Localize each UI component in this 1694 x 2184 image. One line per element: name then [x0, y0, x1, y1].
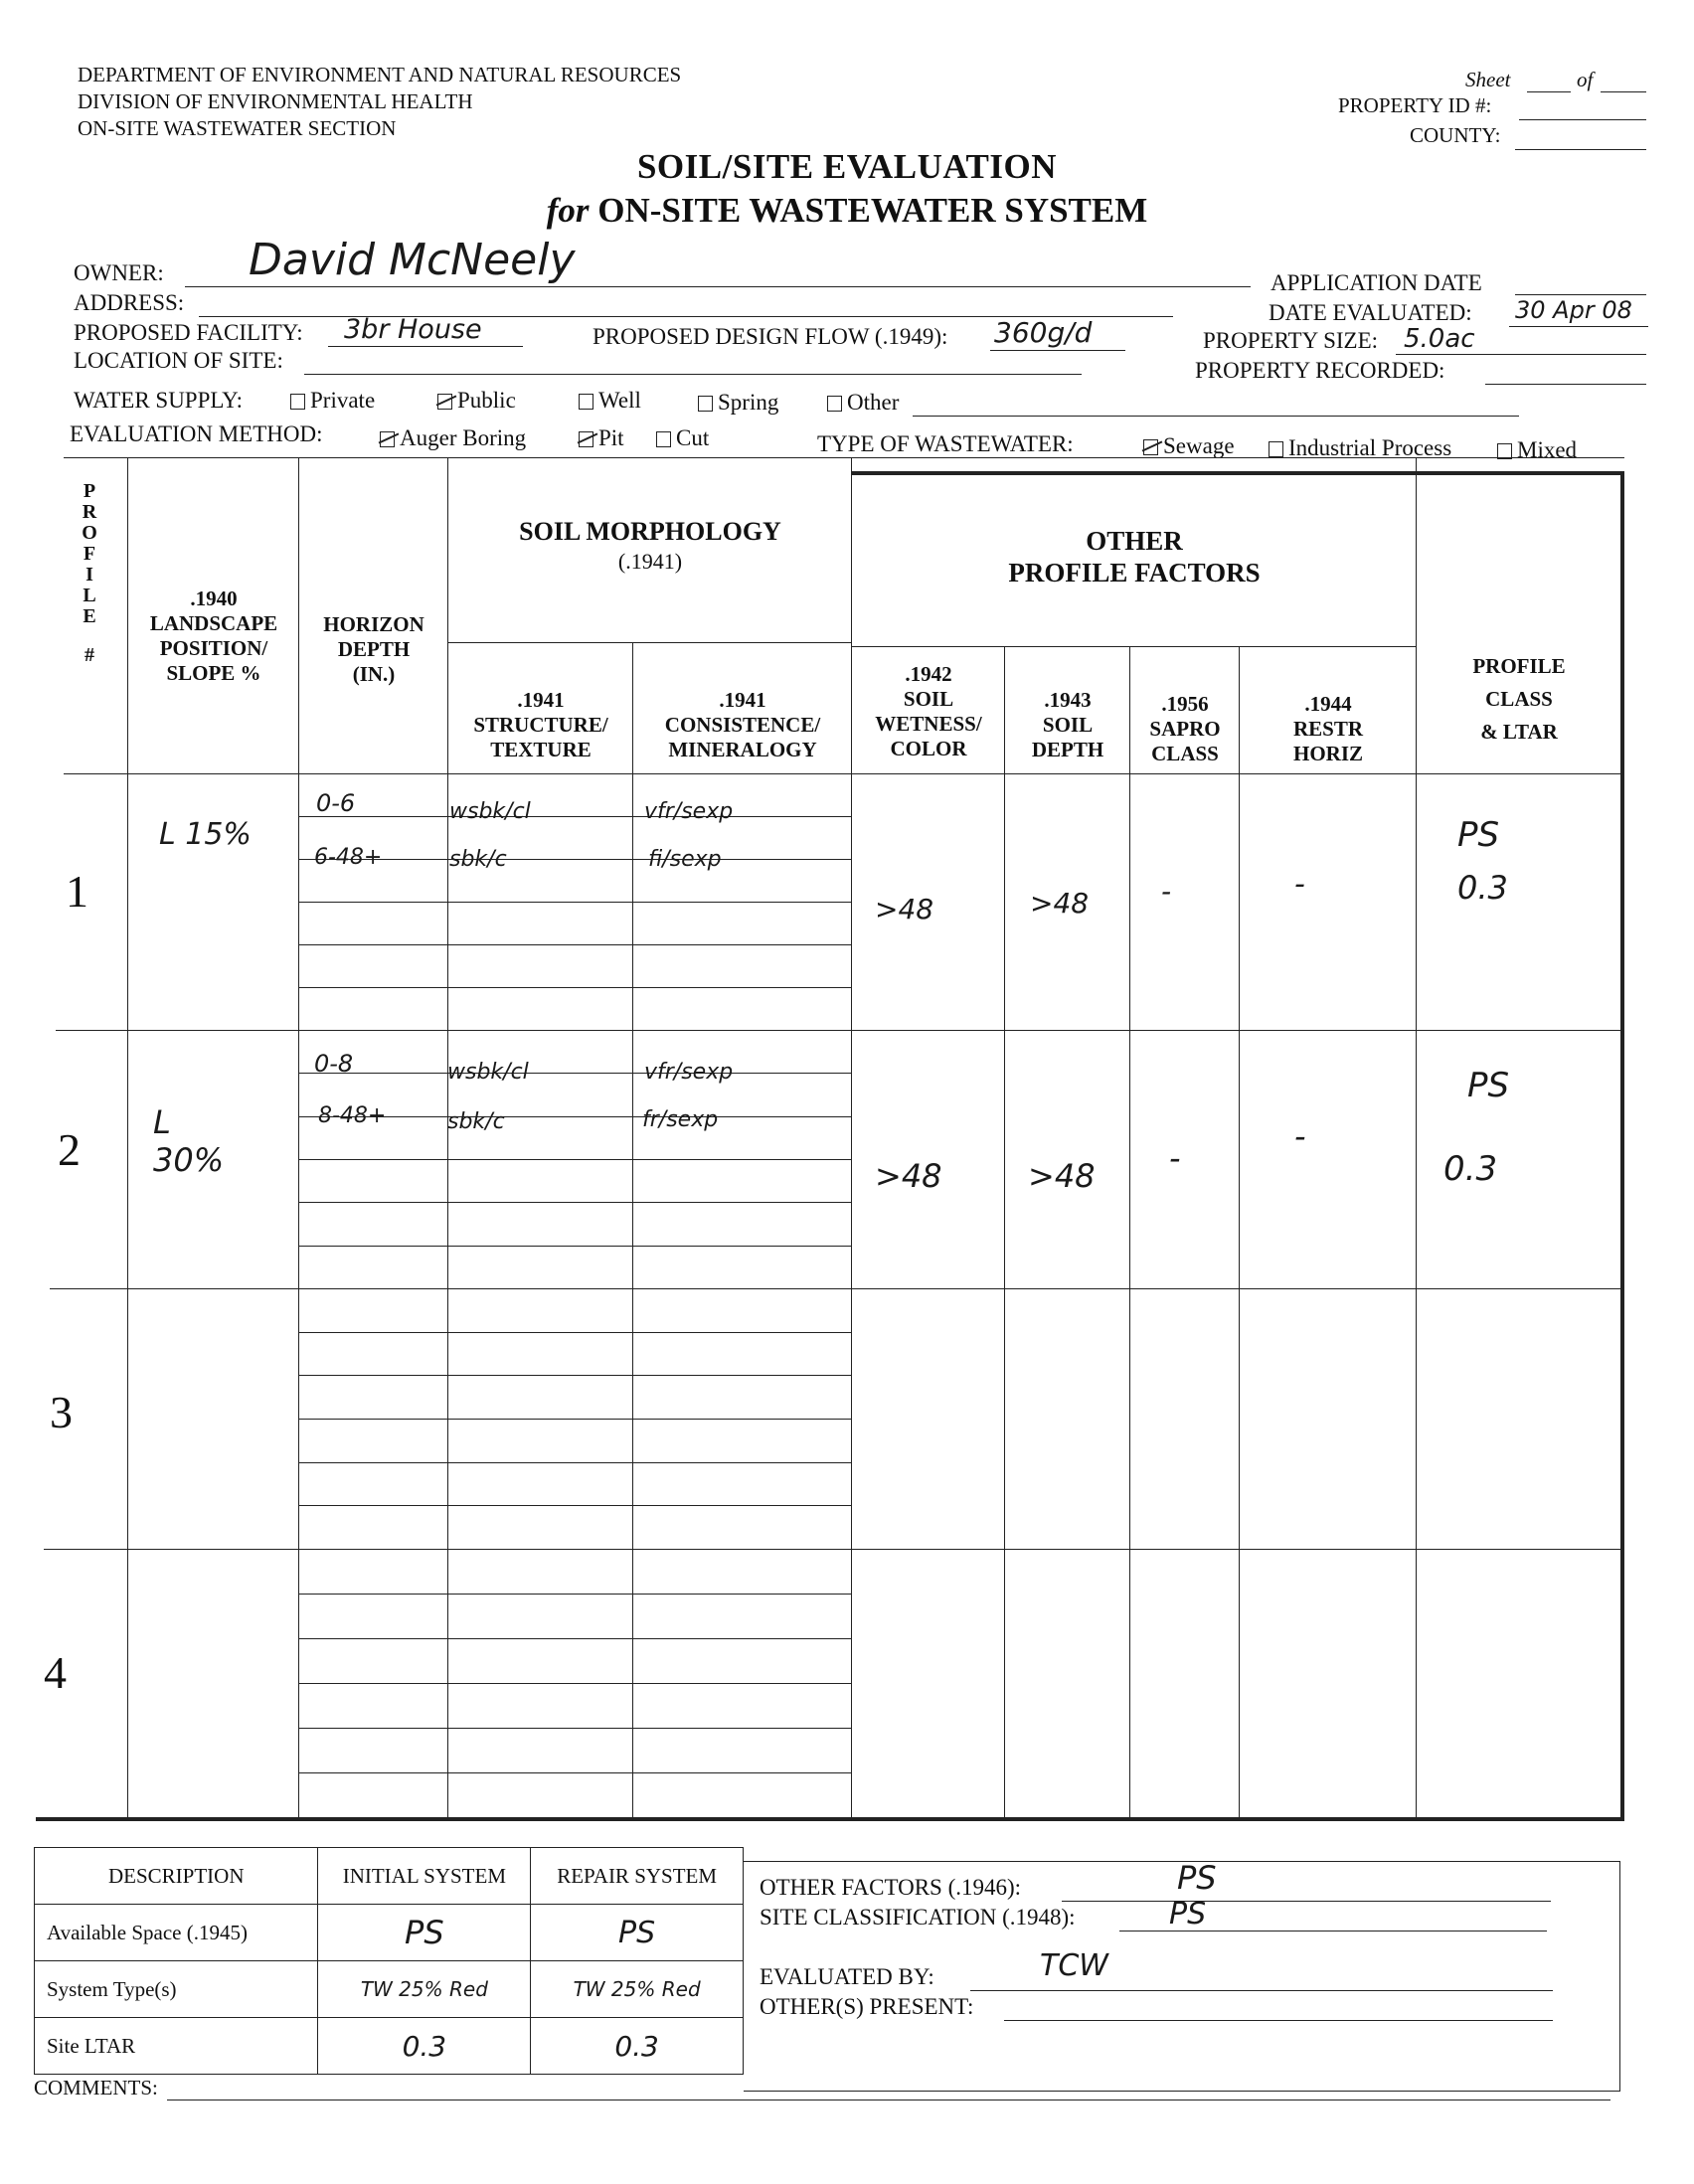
- profile-vertical-letter: R: [82, 501, 97, 523]
- water-spring-option[interactable]: Spring: [698, 390, 778, 416]
- design-flow-field[interactable]: [990, 350, 1125, 351]
- property-id-field[interactable]: [1519, 119, 1646, 120]
- profile-class-header: PROFILE CLASS & LTAR: [1472, 654, 1566, 744]
- horizon-line: [298, 1462, 851, 1463]
- water-well-option[interactable]: Well: [579, 388, 641, 414]
- location-field[interactable]: [304, 374, 1082, 375]
- checkbox-checked-icon[interactable]: [1143, 439, 1158, 455]
- table-top-thick: [851, 471, 1624, 475]
- property-size-label: PROPERTY SIZE:: [1203, 328, 1379, 353]
- restr-value: -: [1294, 1117, 1306, 1155]
- sheet-label: Sheet: [1465, 68, 1511, 91]
- col-line: [1239, 646, 1240, 1819]
- profile-vertical-letter: P: [83, 480, 96, 502]
- profile-vertical-letter: I: [85, 564, 93, 586]
- evaluation-method-label: EVALUATION METHOD:: [70, 421, 323, 446]
- soil-morphology-header: SOIL MORPHOLOGY (.1941): [519, 517, 781, 574]
- property-recorded-label: PROPERTY RECORDED:: [1195, 358, 1445, 383]
- horizon-line: [298, 902, 851, 903]
- location-label: LOCATION OF SITE:: [74, 348, 283, 373]
- ww-sewage-option[interactable]: Sewage: [1143, 433, 1235, 459]
- checkbox-icon[interactable]: [827, 396, 842, 412]
- water-private-option[interactable]: Private: [290, 388, 375, 414]
- horizon-line: [298, 1505, 851, 1506]
- horizon-depth-value: 6-48+: [314, 845, 383, 870]
- of-field[interactable]: [1601, 91, 1646, 92]
- site-classification-label: SITE CLASSIFICATION (.1948):: [760, 1905, 1076, 1930]
- horizon-line: [298, 1419, 851, 1420]
- water-supply-label: WATER SUPPLY:: [74, 388, 244, 413]
- checkbox-icon[interactable]: [698, 396, 713, 412]
- horizon-line: [298, 1772, 851, 1773]
- header-sub-line: [447, 642, 851, 643]
- consistence-value: vfr/sexp: [644, 799, 734, 824]
- col-line: [298, 457, 299, 1819]
- profile-row-number: 3: [50, 1387, 73, 1437]
- profile-row-number: 4: [44, 1647, 67, 1698]
- water-public-option[interactable]: Public: [437, 388, 516, 414]
- water-other-field[interactable]: [913, 416, 1519, 417]
- table-bottom-border: [36, 1817, 1624, 1821]
- horizon-line: [298, 1375, 851, 1376]
- horizon-line: [298, 1332, 851, 1333]
- date-evaluated-value: 30 Apr 08: [1515, 296, 1632, 324]
- subtitle-rest: ON-SITE WASTEWATER SYSTEM: [597, 191, 1148, 230]
- property-size-field[interactable]: [1396, 354, 1646, 355]
- checkbox-icon[interactable]: [290, 394, 305, 410]
- col-line: [127, 457, 128, 1819]
- restr-header: .1944 RESTR HORIZ: [1292, 692, 1364, 765]
- col-line: [632, 642, 633, 1819]
- others-present-field[interactable]: [1004, 2020, 1553, 2021]
- checkbox-icon[interactable]: [579, 394, 593, 410]
- col-line: [447, 457, 448, 1819]
- horizon-depth-value: 0-8: [314, 1050, 354, 1078]
- agency-line: DIVISION OF ENVIRONMENTAL HEALTH: [78, 89, 473, 113]
- form-title: SOIL/SITE EVALUATION: [636, 147, 1058, 186]
- wetness-value: >48: [875, 893, 934, 925]
- ww-mixed-option[interactable]: Mixed: [1497, 437, 1577, 463]
- col-line: [851, 457, 852, 1819]
- horizon-line: [298, 1073, 851, 1074]
- horizon-line: [298, 987, 851, 988]
- form-subtitle: [0, 191, 1694, 231]
- horizon-depth-value: 8-48+: [318, 1103, 387, 1128]
- horizon-line: [298, 1246, 851, 1247]
- horizon-line: [298, 1683, 851, 1684]
- consistence-value: fr/sexp: [642, 1107, 719, 1132]
- profile-ltar-value: 0.3: [1443, 1149, 1498, 1189]
- others-present-label: OTHER(S) PRESENT:: [760, 1994, 974, 2019]
- date-evaluated-label: DATE EVALUATED:: [1269, 300, 1472, 325]
- wetness-header: .1942 SOIL WETNESS/ COLOR: [875, 662, 982, 760]
- horizon-line: [298, 816, 851, 817]
- header-sub-line: [851, 646, 1416, 647]
- horizon-line: [298, 1202, 851, 1203]
- comments-label: COMMENTS:: [34, 2076, 158, 2100]
- eval-pit-option[interactable]: Pit: [579, 425, 624, 451]
- checkbox-checked-icon[interactable]: [380, 431, 395, 447]
- design-flow-label: PROPOSED DESIGN FLOW (.1949):: [593, 324, 948, 349]
- row-separator: [50, 1288, 1624, 1289]
- profile-vertical-text: [76, 481, 103, 666]
- summary-initial-value[interactable]: PS: [318, 1905, 531, 1961]
- profile-vertical-header: [76, 481, 103, 666]
- structure-value: sbk/c: [449, 847, 507, 872]
- sheet-field[interactable]: [1527, 91, 1571, 92]
- profile-vertical-letter: L: [83, 585, 96, 606]
- checkbox-checked-icon[interactable]: [579, 431, 593, 447]
- summary-repair-value[interactable]: PS: [531, 1905, 744, 1961]
- soil-depth-value: >48: [1028, 1157, 1096, 1195]
- property-size-value: 5.0ac: [1404, 324, 1475, 354]
- summary-repair-value[interactable]: 0.3: [531, 2018, 744, 2075]
- landscape-value: L 30%: [153, 1103, 225, 1179]
- water-other-option[interactable]: Other: [827, 390, 899, 416]
- restr-value: -: [1294, 867, 1305, 902]
- eval-auger-option[interactable]: Auger Boring: [380, 425, 526, 451]
- summary-table: [34, 1847, 744, 2075]
- soil-depth-header: .1943 SOIL DEPTH: [1031, 688, 1104, 761]
- consistence-value: vfr/sexp: [644, 1060, 734, 1085]
- horizon-line: [298, 1638, 851, 1639]
- summary-initial-value[interactable]: 0.3: [318, 2018, 531, 2075]
- checkbox-icon[interactable]: [656, 431, 671, 447]
- proposed-facility-field[interactable]: [328, 346, 523, 347]
- evaluated-by-value: TCW: [1040, 1948, 1108, 1983]
- landscape-header: .1940 LANDSCAPE POSITION/ SLOPE %: [149, 587, 278, 685]
- horizon-header: HORIZON DEPTH (IN.): [323, 612, 424, 686]
- table-row: [35, 2018, 744, 2075]
- col-line: [1416, 457, 1417, 1819]
- address-label: ADDRESS:: [74, 290, 185, 315]
- ww-industrial-option[interactable]: Industrial Process: [1269, 435, 1451, 461]
- soil-depth-value: >48: [1030, 887, 1090, 920]
- profile-vertical-letter: O: [82, 522, 97, 544]
- repair-system-header: REPAIR SYSTEM: [531, 1848, 744, 1905]
- owner-field[interactable]: [185, 286, 1251, 287]
- agency-line: ON-SITE WASTEWATER SECTION: [78, 116, 397, 140]
- profile-class-value: PS: [1467, 1066, 1510, 1105]
- wastewater-label: TYPE OF WASTEWATER:: [817, 431, 1074, 456]
- evaluated-by-label: EVALUATED BY:: [760, 1964, 934, 1989]
- consistence-value: fi/sexp: [648, 847, 722, 872]
- checkbox-icon[interactable]: [1269, 441, 1283, 457]
- owner-label: OWNER:: [74, 260, 164, 285]
- profile-ltar-value: 0.3: [1457, 869, 1508, 907]
- proposed-facility-label: PROPOSED FACILITY:: [74, 320, 303, 345]
- of-label: of: [1577, 68, 1594, 91]
- structure-value: wsbk/cl: [449, 799, 531, 824]
- row-separator: [44, 1549, 1624, 1550]
- sapro-value: -: [1169, 1139, 1181, 1177]
- property-id-label: PROPERTY ID #:: [1338, 93, 1492, 117]
- other-factors-header: OTHER PROFILE FACTORS: [1008, 526, 1261, 588]
- table-row: [35, 1961, 744, 2018]
- profile-row-number: 1: [66, 866, 88, 917]
- summary-row-label: Site LTAR: [35, 2018, 318, 2075]
- row-separator: [56, 1030, 1624, 1031]
- profile-vertical-letter: E: [83, 605, 96, 627]
- sapro-value: -: [1161, 875, 1172, 908]
- wetness-value: >48: [875, 1157, 942, 1195]
- landscape-value: L 15%: [159, 817, 252, 852]
- application-date-label: APPLICATION DATE: [1270, 270, 1482, 295]
- sapro-header: .1956 SAPRO CLASS: [1149, 692, 1221, 765]
- initial-system-header: INITIAL SYSTEM: [318, 1848, 531, 1905]
- property-recorded-field[interactable]: [1485, 384, 1646, 385]
- other-factors-field[interactable]: [1062, 1901, 1551, 1902]
- checkbox-checked-icon[interactable]: [437, 394, 452, 410]
- horizon-line: [298, 944, 851, 945]
- design-flow-value: 360g/d: [994, 316, 1093, 349]
- agency-block: [78, 62, 681, 142]
- structure-value: wsbk/cl: [447, 1060, 529, 1085]
- county-label: COUNTY:: [1410, 123, 1501, 147]
- col-line: [1129, 646, 1130, 1819]
- table-right-border: [1620, 471, 1624, 1821]
- summary-row-label: System Type(s): [35, 1961, 318, 2018]
- profile-vertical-letter: #: [85, 644, 94, 666]
- profile-vertical-letter: F: [83, 543, 96, 565]
- other-factors-value: PS: [1177, 1859, 1217, 1897]
- horizon-line: [298, 1594, 851, 1595]
- horizon-depth-value: 0-6: [316, 789, 356, 817]
- eval-cut-option[interactable]: Cut: [656, 425, 709, 451]
- horizon-line: [298, 1159, 851, 1160]
- header-bottom-line: [64, 773, 1624, 774]
- structure-value: sbk/c: [447, 1109, 505, 1134]
- consistence-header: .1941 CONSISTENCE/ MINERALOGY: [664, 688, 821, 761]
- table-row: [35, 1905, 744, 1961]
- owner-value: David McNeely: [249, 235, 576, 285]
- date-evaluated-field[interactable]: [1509, 326, 1648, 327]
- profile-class-value: PS: [1457, 815, 1500, 855]
- application-date-field[interactable]: [1515, 294, 1646, 295]
- structure-header: .1941 STRUCTURE/ TEXTURE: [473, 688, 608, 761]
- horizon-line: [298, 1728, 851, 1729]
- proposed-facility-value: 3br House: [344, 314, 482, 345]
- agency-line: DEPARTMENT OF ENVIRONMENT AND NATURAL RESOURCES: [78, 63, 682, 86]
- other-factors-label: OTHER FACTORS (.1946):: [760, 1875, 1022, 1900]
- description-header: DESCRIPTION: [35, 1848, 318, 1905]
- evaluated-by-field[interactable]: [970, 1990, 1553, 1991]
- summary-row-label: Available Space (.1945): [35, 1905, 318, 1961]
- profile-row-number: 2: [58, 1124, 81, 1175]
- site-classification-value: PS: [1169, 1897, 1207, 1932]
- summary-repair-value[interactable]: TW 25% Red: [531, 1961, 744, 2018]
- col-line: [1004, 646, 1005, 1819]
- summary-initial-value[interactable]: TW 25% Red: [318, 1961, 531, 2018]
- subtitle-for: for: [546, 191, 590, 230]
